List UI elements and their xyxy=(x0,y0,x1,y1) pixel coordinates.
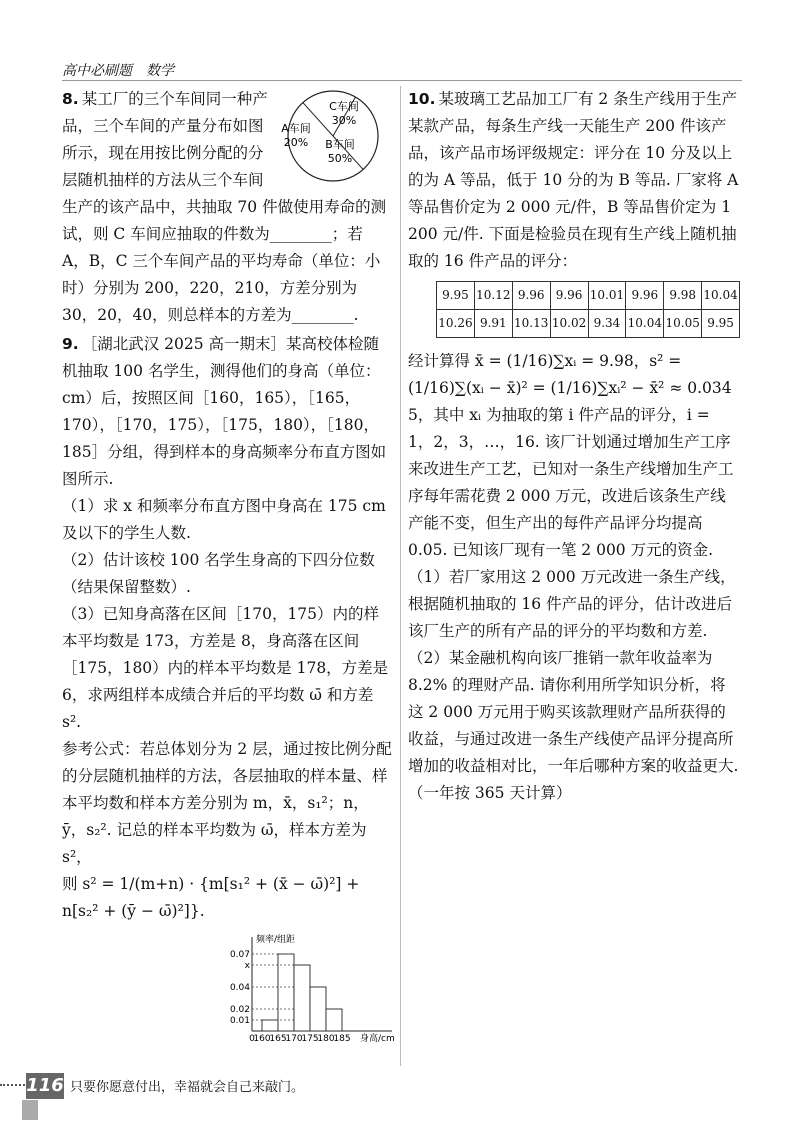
page-tab xyxy=(22,1100,38,1120)
question-10-number: 10. xyxy=(408,90,436,108)
x-tick-label: 0 xyxy=(249,1034,255,1044)
page-number: 116 xyxy=(26,1073,64,1099)
question-9-formula: 则 s² = 1/(m+n) · {m[s₁² + (x̄ − ω̄)²] + n[s₂² + (ȳ − ω̄)²]}. xyxy=(62,875,360,920)
table-cell: 9.98 xyxy=(664,282,702,310)
table-cell: 10.13 xyxy=(512,310,550,338)
table-cell: 9.34 xyxy=(588,310,626,338)
question-8-number: 8. xyxy=(62,90,79,108)
score-table xyxy=(436,281,740,338)
table-cell: 10.26 xyxy=(437,310,475,338)
x-tick-label: 185 xyxy=(333,1034,351,1044)
footer-motto: 只要你愿意付出，幸福就会自己来敲门。 xyxy=(70,1080,305,1095)
x-tick-label: 175 xyxy=(301,1034,319,1044)
y-tick-label: 0.07 xyxy=(229,950,250,960)
table-cell: 10.05 xyxy=(664,310,702,338)
question-9-reference: 参考公式：若总体划分为 2 层，通过按比例分配的分层随机抽样的方法，各层抽取的样本量、样本平均数和样本方差分别为 m，x̄，s₁²；n，ȳ，s₂². 记总的样本平均数为 ω̄，样本方差为 s²， xyxy=(62,740,392,866)
table-cell: 9.95 xyxy=(437,282,475,310)
pie-chart xyxy=(274,88,392,184)
question-9 xyxy=(62,331,392,925)
table-cell: 10.01 xyxy=(588,282,626,310)
y-tick-label: 0.02 xyxy=(229,1005,250,1015)
question-9-part-3: （3）已知身高落在区间［170，175）内的样本平均数是 173，方差是 8，身高落在区间［175，180）内的样本平均数是 178，方差是 6，求两组样本成绩合并后的平均数 ω̄ 和方差 s². xyxy=(62,605,389,731)
question-9-part-1: （1）求 x 和频率分布直方图中身高在 175 cm 及以下的学生人数. xyxy=(62,497,386,542)
pie-slice-percent: 30% xyxy=(331,114,357,127)
question-10-intro: 某玻璃工艺品加工厂有 2 条生产线用于生产某款产品，每条生产线一天能生产 200 件该产品，该产品市场评级规定：评分在 10 分及以上的为 A 等品，低于 10 分的为 B 等品. 厂家将 A 等品售价定为 2 000 元/件，B 等品售价定为 1 200 元/件. 下面是检验员在现有生产线上随机抽取的 16 件产品的评分： xyxy=(408,90,739,270)
question-9-intro: ［湖北武汉 2025 高一期末］某高校体检随机抽取 100 名学生，测得他们的身高（单位：cm）后，按照区间［160，165），［165，170），［170，175），［175，180），［180，185］分组，得到样本的身高频率分布直方图如图所示. xyxy=(62,335,387,488)
x-tick-label: 165 xyxy=(269,1034,287,1044)
column-divider xyxy=(400,86,401,1066)
running-header: 高中必刷题 数学 xyxy=(62,63,174,79)
question-9-part-2: （2）估计该校 100 名学生身高的下四分位数（结果保留整数）. xyxy=(62,551,375,596)
table-cell: 10.12 xyxy=(474,282,512,310)
table-cell: 9.96 xyxy=(512,282,550,310)
question-8-text: 某工厂的三个车间同一种产品，三个车间的产量分布如图所示，现在用按比例分配的分层随机抽样的方法从三个车间生产的该产品中，共抽取 70 件做使用寿命的测试，则 C 车间应抽取的件数为________；若 A，B，C 三个车间产品的平均寿命（单位：小时）分别为 200，220，210，方差分别为 30，20，40，则总样本的方差为________. xyxy=(62,90,387,324)
table-row xyxy=(437,310,740,338)
x-tick-label: 160 xyxy=(253,1034,271,1044)
question-9-number: 9. xyxy=(62,335,79,353)
table-row xyxy=(437,282,740,310)
hist-bars xyxy=(262,954,342,1031)
score-table-body xyxy=(437,282,740,338)
x-tick-label: 170 xyxy=(285,1034,303,1044)
pie-slice-percent: 20% xyxy=(283,136,309,149)
hist-bar xyxy=(262,1020,278,1031)
x-axis-label: 身高/cm xyxy=(360,1034,395,1044)
table-cell: 9.95 xyxy=(702,310,740,338)
y-tick-label: 0.01 xyxy=(229,1016,250,1026)
header-rule xyxy=(62,80,742,81)
table-cell: 10.04 xyxy=(626,310,664,338)
table-cell: 9.91 xyxy=(474,310,512,338)
table-cell: 10.02 xyxy=(550,310,588,338)
hist-bar xyxy=(310,987,326,1031)
right-column xyxy=(408,86,740,807)
table-cell: 9.96 xyxy=(626,282,664,310)
y-tick-label: x xyxy=(244,961,250,971)
table-cell: 10.04 xyxy=(702,282,740,310)
pie-slice-label: A车间 xyxy=(281,122,311,135)
pie-slice-label: C车间 xyxy=(329,100,359,113)
y-tick-label: 0.04 xyxy=(229,983,250,993)
x-tick-label: 180 xyxy=(317,1034,335,1044)
hist-bar xyxy=(278,954,294,1031)
table-cell: 9.96 xyxy=(550,282,588,310)
question-8 xyxy=(62,86,392,329)
question-10-part-2: （2）某金融机构向该厂推销一款年收益率为 8.2% 的理财产品. 请你利用所学知识分析，将这 2 000 万元用于购买该款理财产品所获得的收益，与通过改进一条生产线使产品评分提高所增加的收益相对比，一年后哪种方案的收益更大.（一年按 365 天计算） xyxy=(408,649,739,802)
histogram xyxy=(229,933,402,1053)
question-10-part-1: （1）若厂家用这 2 000 万元改进一条生产线，根据随机抽取的 16 件产品的评分，估计改进后该厂生产的所有产品的评分的平均数和方差. xyxy=(408,568,736,640)
pie-slice-label: B车间 xyxy=(325,138,355,151)
left-column xyxy=(62,86,395,1062)
question-10-stats: 经计算得 x̄ = (1/16)∑xᵢ = 9.98，s² = (1/16)∑(xᵢ − x̄)² = (1/16)∑xᵢ² − x̄² ≈ 0.034 5，其中 xᵢ 为抽取的第 i 件产品的评分，i = 1，2，3，…，16. 该厂计划通过增加生产工序来改进生产工艺，已知对一条生产线增加生产工序每年需花费 2 000 万元，改进后该条生产线产能不变，但生产出的每件产品评分均提高 0.05. 已知该厂现有一笔 2 000 万元的资金. xyxy=(408,352,734,559)
hist-bar xyxy=(294,965,310,1031)
pie-slice-percent: 50% xyxy=(327,152,353,165)
hist-bar xyxy=(326,1009,342,1031)
y-axis-label: 频率/组距 xyxy=(256,935,296,945)
